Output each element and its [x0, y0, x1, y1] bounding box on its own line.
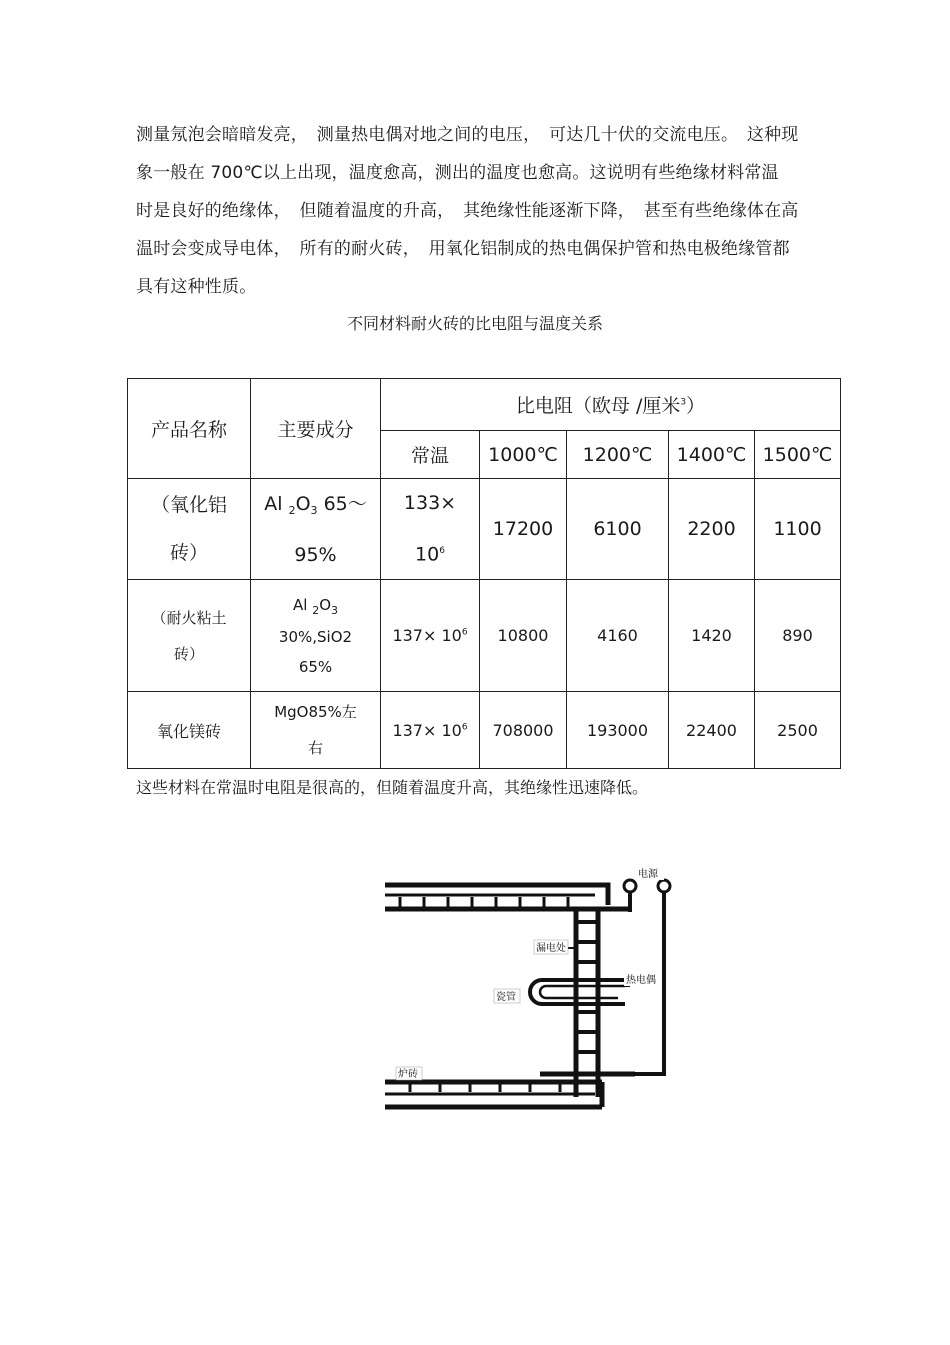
cell-1000: 10800 — [480, 580, 567, 692]
furnace-leakage-diagram — [380, 862, 700, 1117]
top-right-bend — [595, 885, 608, 905]
table-row — [128, 479, 841, 580]
cell-product-name: （氧化铝 砖） — [128, 479, 251, 580]
header-resistivity: 比电阻（欧母 /厘米$^3$） — [381, 379, 841, 431]
cell-1400: 22400 — [669, 692, 755, 769]
cell-1500: 890 — [755, 580, 841, 692]
power-terminal-right — [658, 880, 670, 892]
paragraph-line: 具有这种性质。 — [136, 277, 257, 297]
cell-1500: 1100 — [755, 479, 841, 580]
header-temp-room: 常温 — [381, 431, 480, 479]
label-power: 电源 — [638, 869, 658, 880]
header-temp-1500: 1500℃ — [755, 431, 841, 479]
table-row — [128, 692, 841, 769]
bottom-brick-ticks — [410, 1084, 560, 1092]
label-thermocouple: 热电偶 — [626, 975, 656, 986]
cell-room-temp: $137\times 10^6$ — [381, 580, 480, 692]
cell-room-temp: $137\times 10^6$ — [381, 692, 480, 769]
cell-main-component: MgO85%左 右 — [251, 692, 381, 769]
label-ceramic-tube: 瓷管 — [496, 992, 516, 1003]
header-temp-1200: 1200℃ — [567, 431, 669, 479]
paragraph-line: 测量氖泡会暗暗发亮， 测量热电偶对地之间的电压， 可达几十伏的交流电压。 这种现 — [136, 125, 799, 145]
cell-1200: 193000 — [567, 692, 669, 769]
cell-room-temp: 133× $10^6$ — [381, 479, 480, 580]
cell-1000: 708000 — [480, 692, 567, 769]
cell-product-name: 氧化镁砖 — [128, 692, 251, 769]
cell-product-name: （耐火粘土 砖） — [128, 580, 251, 692]
body-paragraph — [136, 116, 836, 306]
table-header-row — [128, 379, 841, 431]
table-note: 这些材料在常温时电阻是很高的，但随着温度升高，其绝缘性迅速降低。 — [136, 778, 649, 797]
cell-1200: 6100 — [567, 479, 669, 580]
cell-1400: 1420 — [669, 580, 755, 692]
header-temp-1400: 1400℃ — [669, 431, 755, 479]
header-temp-1000: 1000℃ — [480, 431, 567, 479]
cell-1200: 4160 — [567, 580, 669, 692]
label-leak: 漏电处 — [536, 943, 566, 954]
cell-main-component: Al $_2O_3$ 65～ 95% — [251, 479, 381, 580]
table-row — [128, 580, 841, 692]
header-main-component: 主要成分 — [251, 379, 381, 479]
ceramic-tube-outer — [530, 980, 630, 1004]
cell-1400: 2200 — [669, 479, 755, 580]
power-terminal-left — [624, 880, 636, 892]
paragraph-line: 温时会变成导电体， 所有的耐火砖， 用氧化铝制成的热电偶保护管和热电极绝缘管都 — [136, 239, 790, 259]
thermocouple-wire — [540, 986, 625, 998]
top-brick-ticks — [400, 897, 568, 907]
cell-1500: 2500 — [755, 692, 841, 769]
cell-main-component: Al $_2O_3$ 30%,SiO2 65% — [251, 580, 381, 692]
header-product-name: 产品名称 — [128, 379, 251, 479]
table-caption: 不同材料耐火砖的比电阻与温度关系 — [346, 314, 603, 333]
paragraph-line: 象一般在 700℃以上出现，温度愈高，测出的温度也愈高。这说明有些绝缘材料常温 — [136, 163, 779, 183]
label-brick: 炉砖 — [398, 1069, 418, 1080]
paragraph-line: 时是良好的绝缘体， 但随着温度的升高， 其绝缘性能逐渐下降， 甚至有些绝缘体在高 — [136, 201, 799, 221]
resistivity-table — [127, 378, 841, 769]
cell-1000: 17200 — [480, 479, 567, 580]
